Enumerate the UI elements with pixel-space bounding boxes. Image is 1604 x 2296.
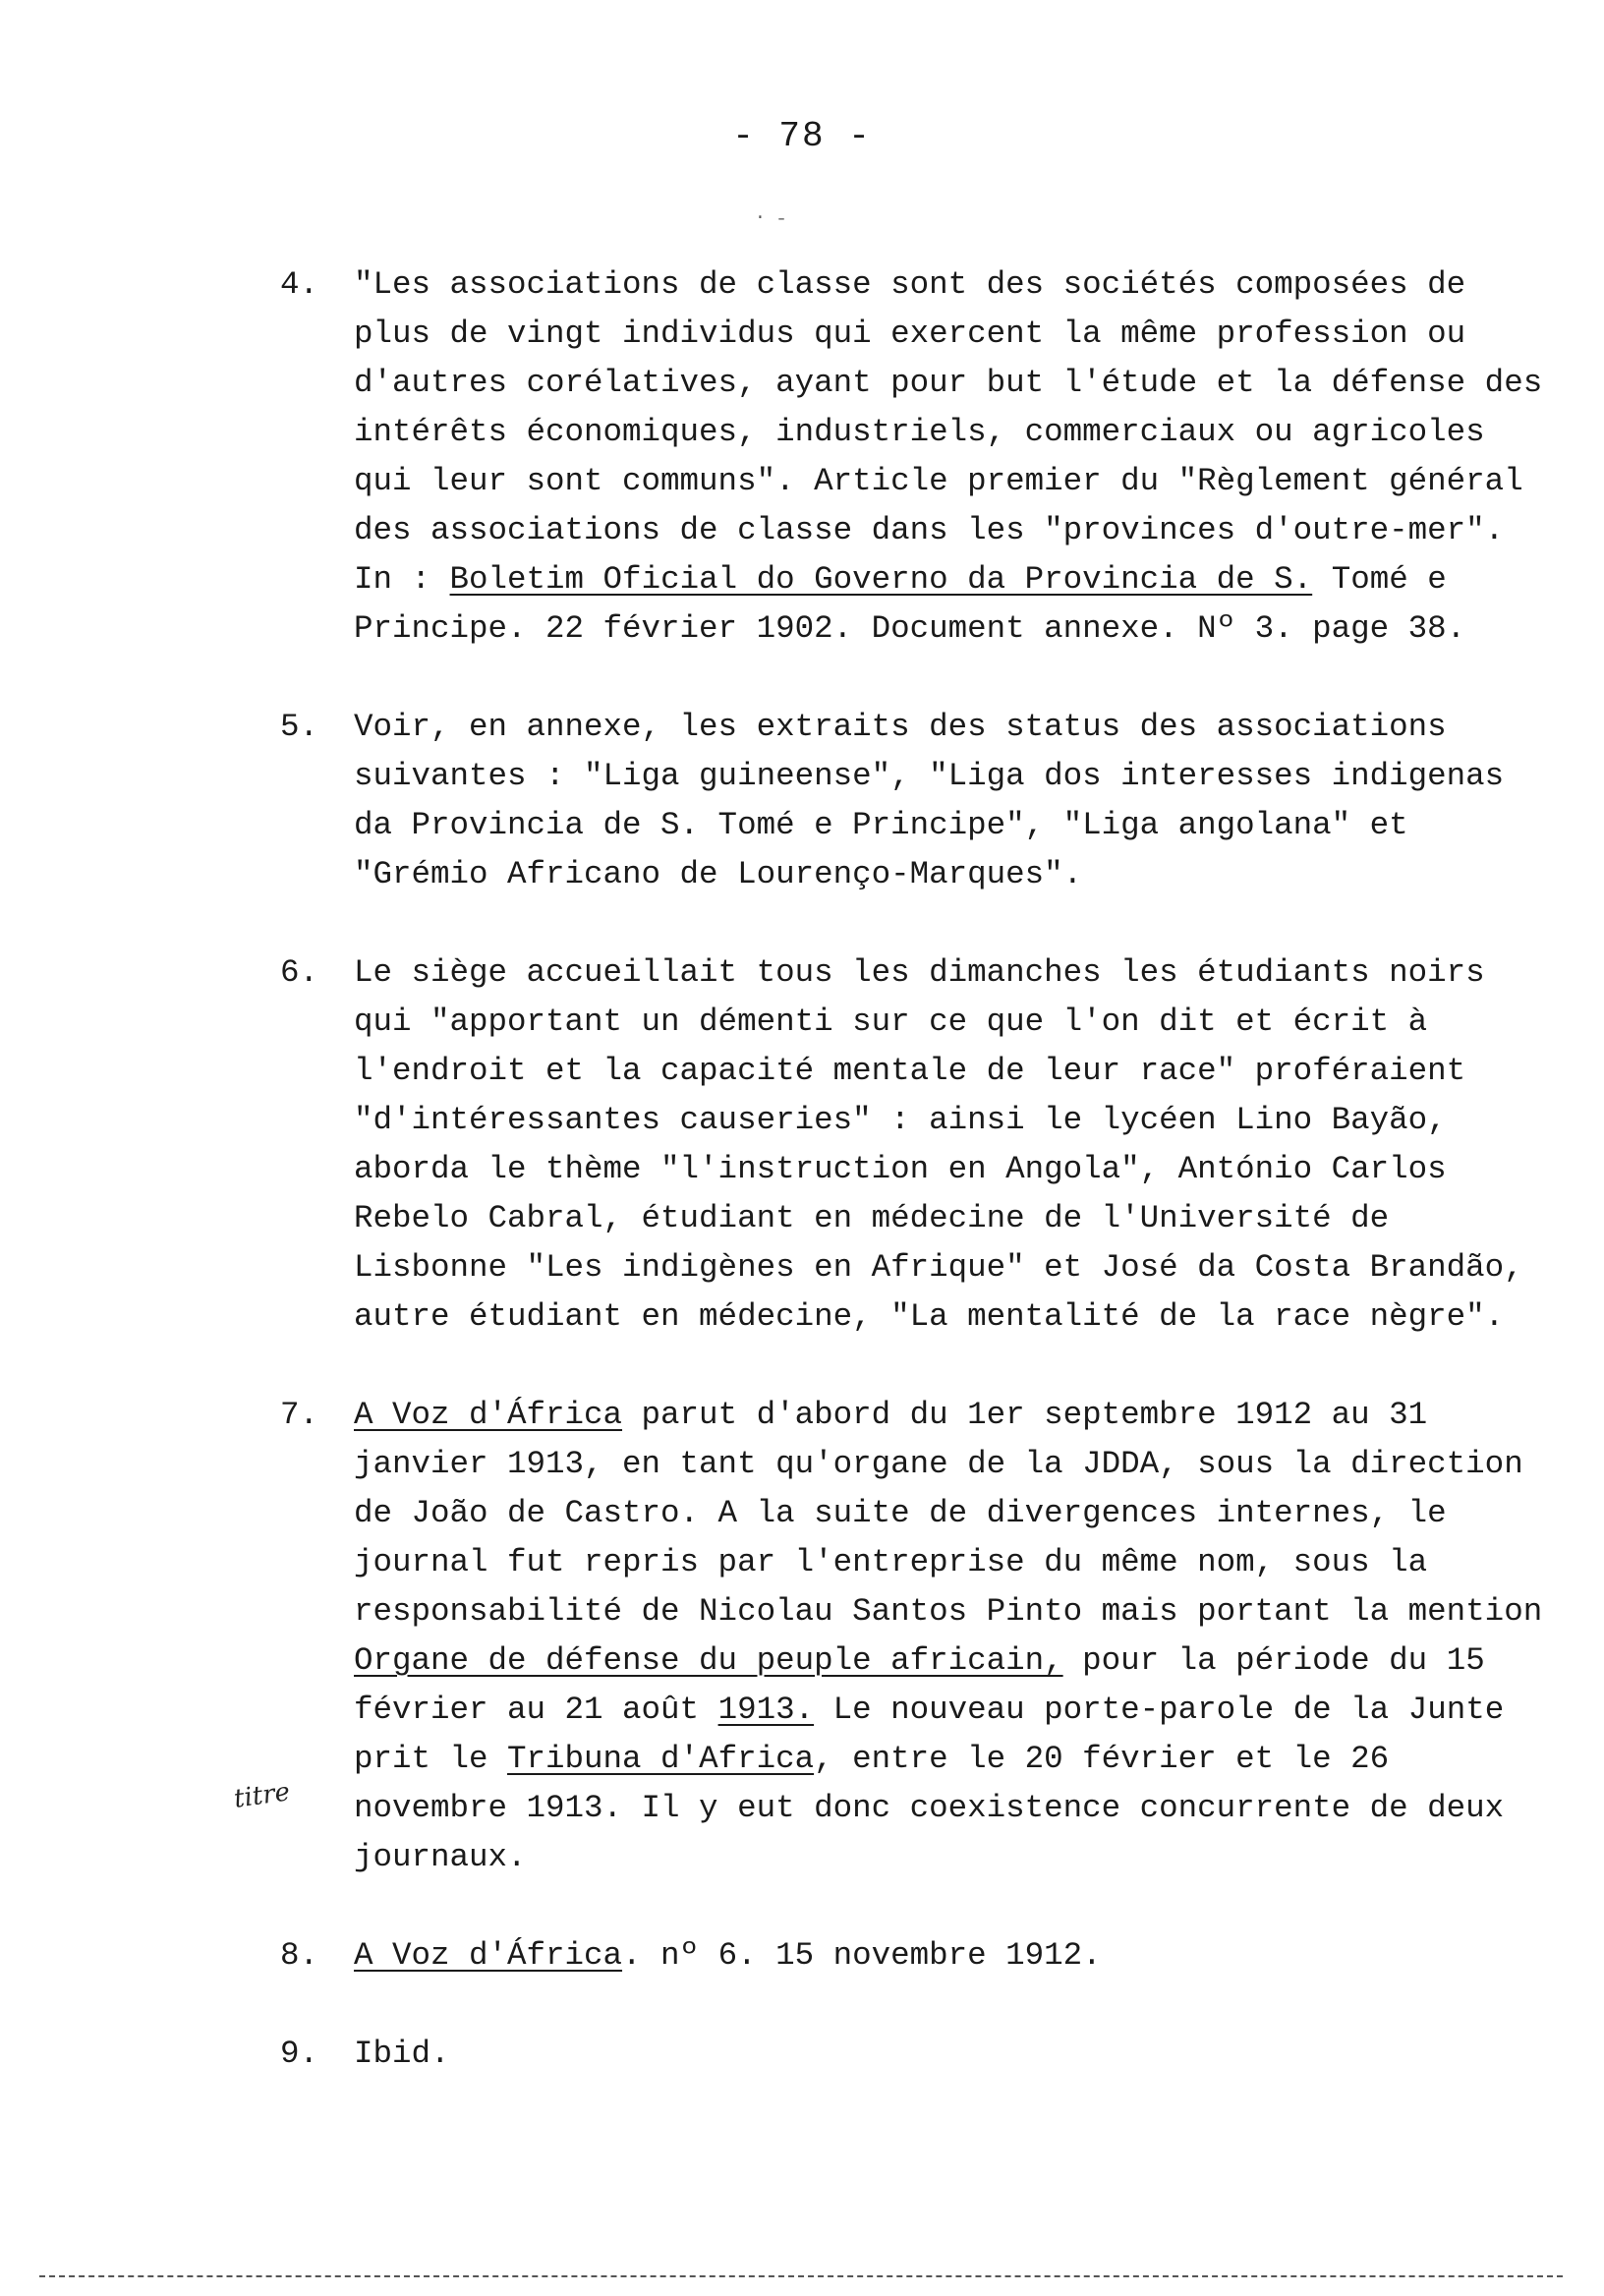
note-number: 9.: [280, 2036, 319, 2072]
bottom-divider: [39, 2275, 1563, 2277]
note-number: 7.: [280, 1397, 319, 1433]
underlined-title: Boletim Oficial do Governo da Provincia de S.: [449, 561, 1313, 598]
note-4: [280, 260, 1558, 654]
handwritten-margin-note: titre: [232, 1777, 292, 1814]
note-text: "Les associations de classe sont des sociétés composées de plus de vingt individus qui exercent la même profession ou d'autres corélatives, ayant pour but l'étude et la défense des intérêts économiques, industriels, commerciaux ou agricoles qui leur sont communs". Article premier du "Règlement général des associations de classe dans les "provinces d'outre-mer". In :: [354, 266, 1543, 598]
note-6: [280, 948, 1558, 1342]
note-text: , entre le 20 février et le 26 novembre 1913. Il y eut donc coexistence concurrente de deux journaux.: [354, 1741, 1505, 1875]
note-text: pour la période du 15 février au 21 août: [354, 1642, 1485, 1728]
note-9: [280, 2030, 1558, 2079]
notes-list: [280, 260, 1558, 2079]
note-text: Le nouveau porte-parole de la Junte prit le: [354, 1692, 1505, 1777]
underlined-title: Tribuna d'Africa: [507, 1741, 815, 1777]
note-7: [280, 1391, 1558, 1882]
underlined-title: A Voz d'África: [354, 1937, 623, 1974]
note-text: Ibid.: [354, 2036, 450, 2072]
underlined-title: A Voz d'África: [354, 1397, 623, 1433]
note-text: parut d'abord du 1er septembre 1912 au 31 janvier 1913, en tant qu'organe de la JDDA, sous la direction de João de Castro. A la suite de divergences internes, le journal fut repris par l'entreprise du même nom, sous la responsabilité de Nicolau Santos Pinto mais portant la mention: [354, 1397, 1543, 1630]
note-5: [280, 703, 1558, 899]
note-8: [280, 1931, 1558, 1980]
note-number: 8.: [280, 1937, 319, 1974]
note-text: Le siège accueillait tous les dimanches les étudiants noirs qui "apportant un démenti sur ce que l'on dit et écrit à l'endroit et la capacité mentale de leur race" proféraient "d'intéressantes causeries" : ainsi le lycéen Lino Bayão, aborda le thème "l'instruction en Angola", António Carlos Rebelo Cabral, étudiant en médecine de l'Université de Lisbonne "Les indigènes en Afrique" et José da Costa Brandão, autre étudiant en médecine, "La mentalité de la race nègre".: [354, 954, 1523, 1335]
page-number: - 78 -: [732, 116, 872, 156]
top-marks: · ˗: [755, 208, 787, 228]
underlined-year: 1913.: [717, 1692, 815, 1728]
note-text: . nº 6. 15 novembre 1912.: [622, 1937, 1102, 1974]
note-number: 6.: [280, 954, 319, 991]
note-number: 5.: [280, 709, 319, 745]
note-text: Voir, en annexe, les extraits des status des associations suivantes : "Liga guineense", "Liga dos interesses indigenas da Provincia de S. Tomé e Principe", "Liga angolana" et "Grémio Africano de Lourenço-Marques".: [354, 709, 1505, 892]
note-text: Tomé e Principe. 22 février 1902. Document annexe. Nº 3. page 38.: [354, 561, 1466, 647]
note-number: 4.: [280, 266, 319, 303]
underlined-title: Organe de défense du peuple africain,: [354, 1642, 1063, 1679]
